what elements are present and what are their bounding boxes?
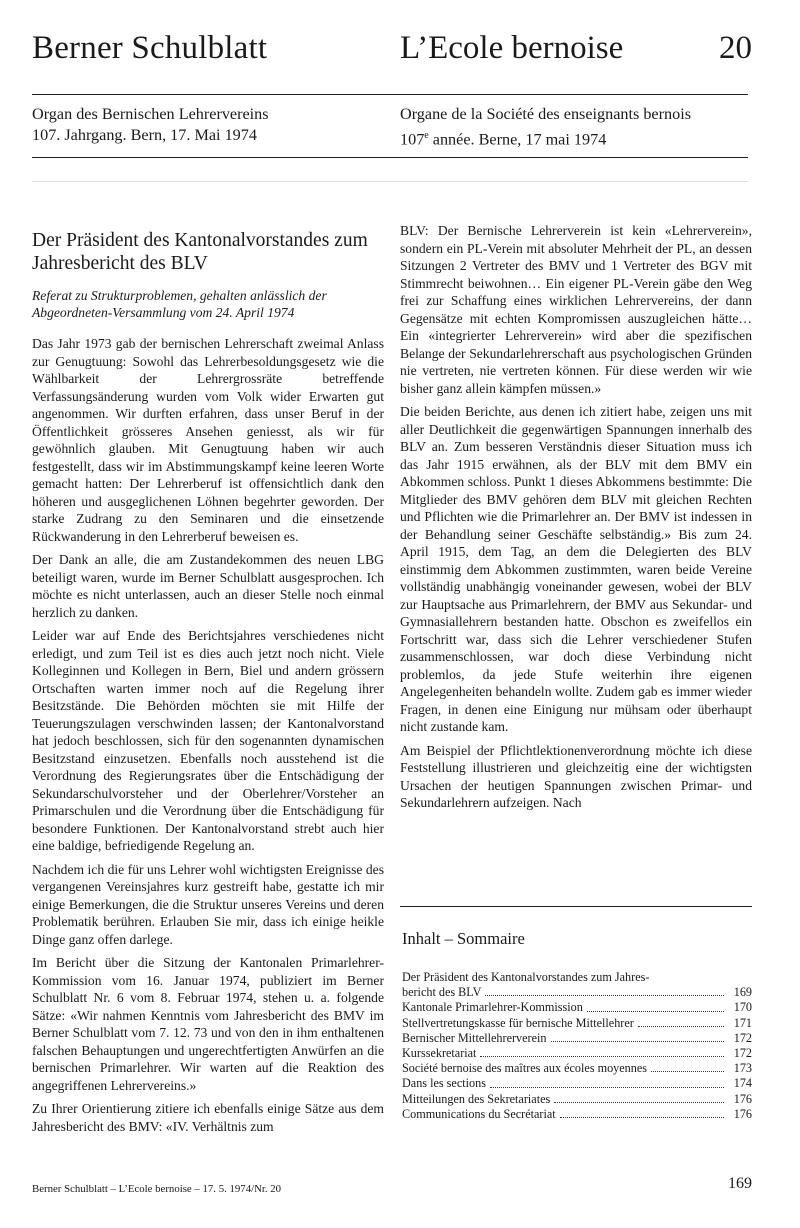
contents-entry-label: Mitteilungen des Sekretariates: [402, 1091, 551, 1106]
contents-leader-dots: [551, 1041, 725, 1042]
article-paragraph: Die beiden Berichte, aus denen ich zitiert habe, zeigen uns mit aller Deutlichkeit die gegenwärtigen Spannungen innerhalb des BLV an. Zum besseren Verständnis dieser Situation muss ich das Jahr 1915 erwähnen, als der BLV mit dem BMV ein Abkommen schloss. Punkt 1 dieses Abkommens bestimmte: Die Mitglieder des BMV gehören dem BLV mit gleichen Rechten und Pflichten wie die Primarlehrer an. Der BMV ist indessen in der Behandlung seiner Geschäfte selbständig.» Bis zum 24. April 1915, dem Tag, an dem die Delegierten des BLV einstimmig dem Abkommen zustimmten, waren beide Vereine vollständig unabhängig voneinander gewesen, wobei der BLV zur Hauptsache aus Primarlehrern, der BMV aus Sekundar- und Gymnasiallehrern bestanden hatte. Obschon es zweifellos ein Fortschritt war, dass sich die Lehrer verschiedener Stufen zusammenschlossen, war doch diese Verbindung nicht problemlos, da jede Stufe weiterhin ihre eigenen Angelegenheiten behandeln wollte. Zudem gab es immer wieder Fragen, in denen eine Einigung nur mühsam oder überhaupt nicht zustande kam.: [400, 404, 752, 734]
contents-list: [402, 970, 752, 1122]
contents-rule: [400, 906, 752, 907]
contents-entry-label: Communications du Secrétariat: [402, 1106, 556, 1121]
contents-leader-dots: [638, 1026, 724, 1027]
contents-entry-label: Kurssekretariat: [402, 1046, 477, 1061]
header-rule-2: [32, 181, 748, 182]
contents-entry-label: Kantonale Primarlehrer-Kommission: [402, 1000, 583, 1015]
contents-heading: Inhalt – Sommaire: [402, 929, 525, 948]
article-paragraph: BLV: Der Bernische Lehrerverein ist kein «Lehrerverein», sondern ein PL-Verein mit absoluter Mehrheit der PL, an dessen Sitzungen 2 Vertreter des BMV und 1 Vertreter des BGV mit Stimmrecht beiwohnen… Ein eigener PL-Verein gäbe den Weg frei zur Schaffung eines wirklichen Lehrervereins, der dann Gegensätze mit echten Kompromissen auszugleichen hätte… Ein «integrierter Lehrerverein» wird aber die spezifischen Belange der Sekundarlehrerschaft aus psychologischen Gründen nie vertreten, nie vertreten können. Für diese werden wir wie bisher ganz allein kämpfen müssen.»: [400, 223, 752, 396]
contents-entry-page: 173: [733, 1061, 752, 1076]
organ-fr-sup: e: [424, 130, 429, 141]
contents-entry-label: Bernischer Mittellehrerverein: [402, 1030, 547, 1045]
contents-leader-dots: [651, 1071, 724, 1072]
header-rule-1: [32, 157, 748, 158]
contents-entry: [402, 1107, 752, 1122]
right-paragraphs: [400, 222, 752, 812]
contents-entry-page: 174: [733, 1076, 752, 1091]
article-paragraph: Im Bericht über die Sitzung der Kantonalen Primarlehrer-Kommission vom 16. Januar 1974, publiziert im Berner Schulblatt Nr. 6 vom 8. Februar 1974, stehen u. a. folgende Sätze: «Wir nahmen Kenntnis vom Jahresbericht des BMV im Berner Schulblatt vom 7. 12. 73 und von den in ihm enthaltenen falschen Behauptungen und ungerechtfertigten Anwürfen an die bernischen Primarlehrer. Wir warten auf die Reaktion des angegriffenen Lehrervereins.»: [32, 955, 384, 1093]
contents-entry: [402, 985, 752, 1000]
contents-entries: [402, 985, 752, 1122]
article-paragraph: Das Jahr 1973 gab der bernischen Lehrerschaft zweimal Anlass zur Genugtuung: Sowohl das Lehrerbesoldungsgesetz wie die Wählbarkeit der Lehrergrossräte betreffende Verfassungsänderung wurden vom Volk wider Erwarten gut angenommen. Wir durften erfahren, dass unser Beruf in der Öffentlichkeit grösseres Ansehen geniesst, als wir für gewöhnlich glauben. Mit Genugtuung haben wir auch festgestellt, dass wir im Abstimmungskampf keine leeren Worte gemacht hatten: Der Lehrerberuf ist offensichtlich dank den höheren und ausgeglichenen Löhnen begehrter geworden. Der starke Zudrang zu den Seminaren und die einsetzende Rückwanderung in den Lehrerberuf beweisen es.: [32, 336, 384, 544]
contents-entry-page: 169: [733, 985, 752, 1000]
contents-entry-label: bericht des BLV: [402, 985, 482, 1000]
contents-entry-line: Der Präsident des Kantonalvorstandes zum Jahres-: [402, 970, 650, 984]
contents-entry-page: 176: [733, 1091, 752, 1106]
left-paragraphs: [32, 335, 384, 1135]
contents-entry: [402, 1092, 752, 1107]
article-paragraph: Zu Ihrer Orientierung zitiere ich ebenfalls einige Sätze aus dem Jahresbericht des BMV: «IV. Verhältnis zum: [32, 1101, 384, 1134]
footer-citation: Berner Schulblatt – L’Ecole bernoise – 17. 5. 1974/Nr. 20: [32, 1183, 282, 1195]
contents-leader-dots: [560, 1117, 724, 1118]
organ-de-line1: Organ des Bernischen Lehrervereins: [32, 105, 269, 123]
article-subtitle: Referat zu Strukturproblemen, gehalten anlässlich der Abgeordneten-Versammlung vom 24. April 1974: [32, 288, 327, 320]
organ-de: [32, 104, 362, 146]
organ-fr-line1: Organe de la Société des enseignants bernois: [400, 105, 691, 123]
organ-fr-date: année. Berne, 17 mai 1974: [428, 130, 607, 149]
contents-entry-page: 176: [733, 1106, 752, 1121]
contents-entry: [402, 1076, 752, 1091]
article-paragraph: Am Beispiel der Pflichtlektionenverordnung möchte ich diese Feststellung illustrieren und gleichzeitig eine der wichtigsten Ursachen der heutigen Spannungen zwischen Primar- und Sekundarlehrern aufzeigen. Nach: [400, 742, 752, 810]
contents-entry-label: Stellvertretungskasse für bernische Mittellehrer: [402, 1015, 634, 1030]
article-right-column: [400, 222, 752, 818]
page-number: 169: [728, 1175, 752, 1192]
contents-entry: [402, 1000, 752, 1015]
organ-fr: [400, 104, 760, 150]
contents-entry: [402, 1061, 752, 1076]
contents-entry: [402, 1016, 752, 1031]
organ-fr-line2: [400, 125, 760, 150]
contents-entry-label: Dans les sections: [402, 1076, 486, 1091]
contents-leader-dots: [485, 995, 724, 996]
article-paragraph: Der Dank an alle, die am Zustandekommen des neuen LBG beteiligt waren, wurde im Berner Schulblatt ausgesprochen. Ich möchte es nicht unterlassen, auch an dieser Stelle noch einmal herzlich zu danken.: [32, 552, 384, 620]
article-paragraph: Leider war auf Ende des Berichtsjahres verschiedenes nicht erledigt, und zum Teil ist es dies auch jetzt noch nicht. Viele Kolleginnen und Kollegen in Bern, Biel und andern grössern Ortschaften warten immer noch auf die Regelung ihrer Besitzstände. Die Behörden möchten sie mit Hilfe der Teuerungszulagen verschwinden lassen; der Kantonalvorstand hat jedoch beschlossen, sich für den sogenannten dynamischen Besitzstand einzusetzen. Ebenfalls noch ausstehend ist die Verordnung des Regierungsrates über die Entschädigung der Sekundarschulvorsteher und der Oberlehrer/Vorsteher an Primarschulen und die Verordnung über die Entschädigung für besondere Funktionen. Der Kantonalvorstand strebt auch hier eine baldige, befriedigende Regelung an.: [32, 628, 384, 853]
organ-fr-year: 107: [400, 130, 425, 149]
contents-leader-dots: [490, 1087, 724, 1088]
contents-leader-dots: [554, 1102, 724, 1103]
contents-entry: [402, 1031, 752, 1046]
contents-entry: [402, 1046, 752, 1061]
masthead-title-fr: L’Ecole bernoise: [400, 30, 624, 66]
masthead-rule: [32, 94, 748, 95]
contents-leader-dots: [587, 1011, 724, 1012]
article-paragraph: Nachdem ich die für uns Lehrer wohl wichtigsten Ereignisse des vergangenen Vereinsjahres kurz gestreift habe, gestatte ich mir einige Bemerkungen, die die Struktur unseres Vereins und deren Problematik berühren. Erlauben Sie mir, dass ich einige heikle Dinge ganz offen darlege.: [32, 861, 384, 947]
masthead-title-de: Berner Schulblatt: [32, 30, 268, 66]
organ-de-line2: 107. Jahrgang. Bern, 17. Mai 1974: [32, 126, 257, 144]
contents-entry-page: 172: [733, 1030, 752, 1045]
article-left-column: [32, 229, 384, 1141]
contents-leader-dots: [480, 1056, 724, 1057]
contents-entry-page: 172: [733, 1046, 752, 1061]
article-title: Der Präsident des Kantonalvorstandes zum Jahresbericht des BLV: [32, 230, 368, 274]
contents-entry-page: 170: [733, 1000, 752, 1015]
issue-number: 20: [719, 30, 752, 66]
contents-entry-page: 171: [733, 1015, 752, 1030]
contents-entry-label: Société bernoise des maîtres aux écoles moyennes: [402, 1061, 648, 1076]
